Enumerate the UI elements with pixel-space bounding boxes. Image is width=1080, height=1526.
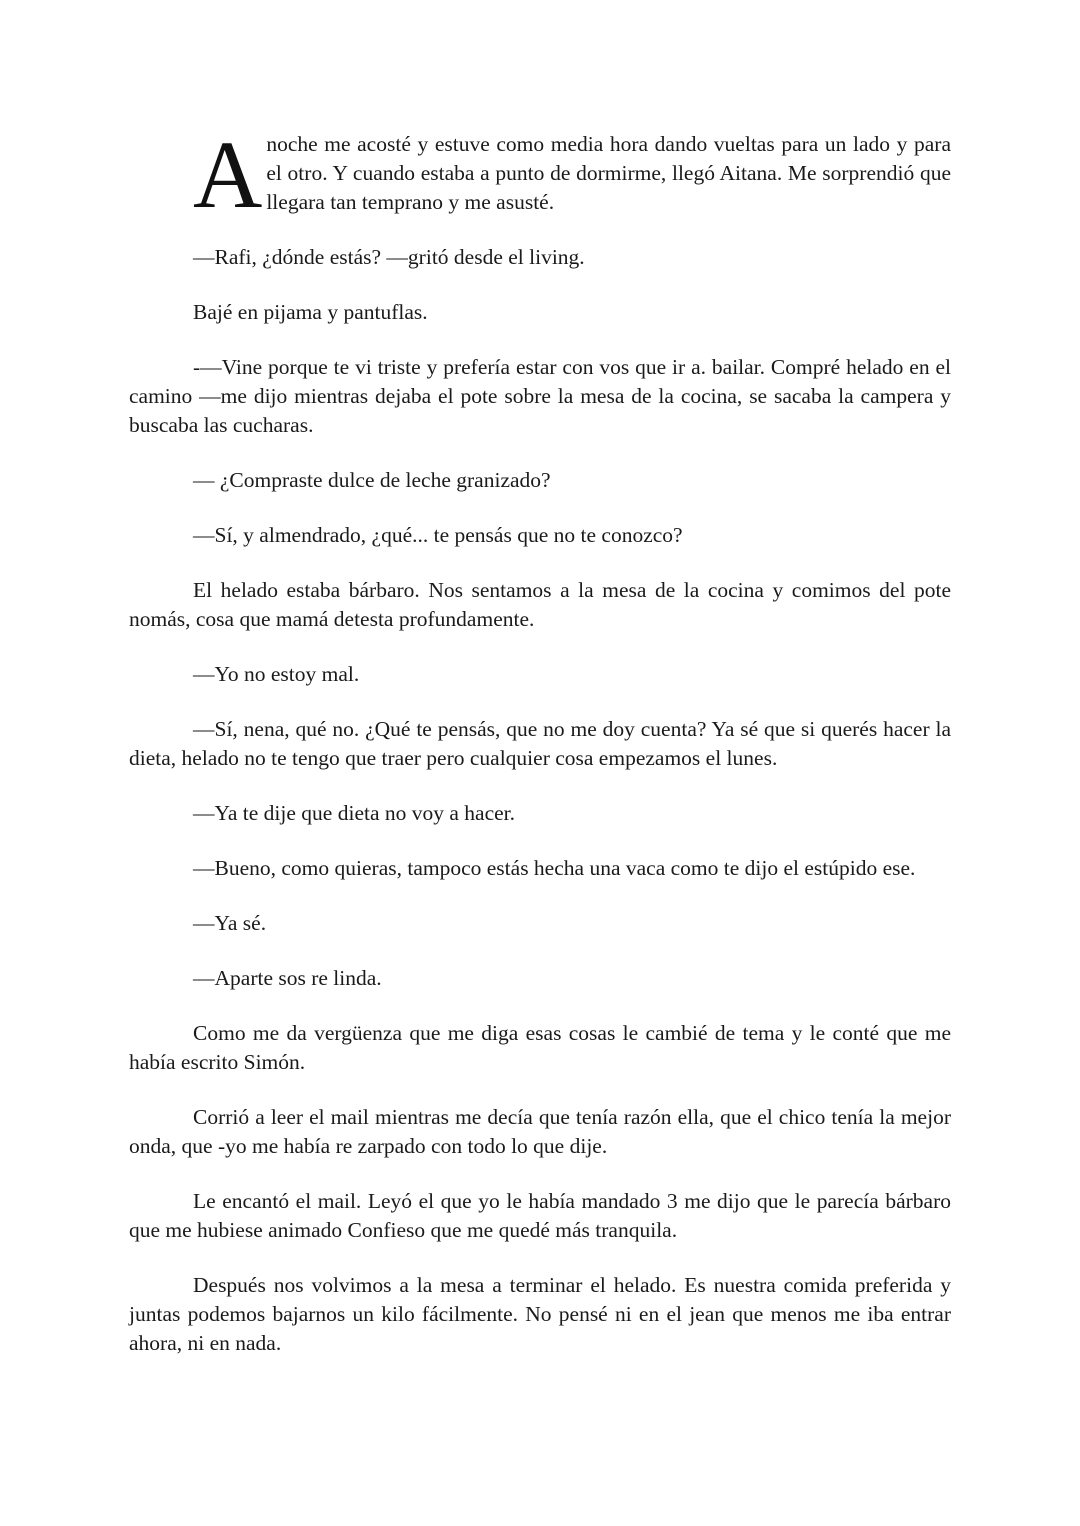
- paragraph: Después nos volvimos a la mesa a terminar el helado. Es nuestra comida preferida y juntas podemos bajarnos un kilo fácilmente. No pensé ni en el jean que menos me iba entrar ahora, ni en nada.: [129, 1273, 951, 1355]
- paragraph: —Sí, nena, qué no. ¿Qué te pensás, que no me doy cuenta? Ya sé que si querés hacer la dieta, helado no te tengo que traer pero cualquier cosa empezamos el lunes.: [129, 717, 951, 770]
- paragraph: Le encantó el mail. Leyó el que yo le había mandado 3 me dijo que le parecía bárbaro que me hubiese animado Confieso que me quedé más tranquila.: [129, 1189, 951, 1242]
- document-page: [129, 121, 951, 1384]
- paragraph: —Yo no estoy mal.: [193, 662, 360, 686]
- paragraph: —Ya sé.: [193, 911, 267, 935]
- paragraph: -—Vine porque te vi triste y prefería estar con vos que ir a. bailar. Compré helado en el camino —me dijo mientras dejaba el pote sobre la mesa de la cocina, se sacaba la campera y buscaba las cucharas.: [129, 355, 951, 437]
- paragraph: —Sí, y almendrado, ¿qué... te pensás que no te conozco?: [193, 523, 683, 547]
- paragraph: El helado estaba bárbaro. Nos sentamos a la mesa de la cocina y comimos del pote nomás, cosa que mamá detesta profundamente.: [129, 578, 951, 631]
- paragraph: Corrió a leer el mail mientras me decía que tenía razón ella, que el chico tenía la mejor onda, que -yo me había re zarpado con todo lo que dije.: [129, 1105, 951, 1158]
- paragraph: —Aparte sos re linda.: [193, 966, 382, 990]
- paragraph: Como me da vergüenza que me diga esas cosas le cambié de tema y le conté que me había escrito Simón.: [129, 1021, 951, 1074]
- paragraph: Bajé en pijama y pantuflas.: [193, 300, 428, 324]
- paragraph: —Ya te dije que dieta no voy a hacer.: [193, 801, 516, 825]
- drop-cap-letter: A: [193, 121, 263, 228]
- paragraph: — ¿Compraste dulce de leche granizado?: [193, 468, 551, 492]
- opening-paragraph: [193, 121, 951, 228]
- opening-paragraph-text: noche me acosté y estuve como media hora dando vueltas para un lado y para el otro. Y cuando estaba a punto de dormirme, llegó Aitana. Me sorprendió que llegara tan temprano y me asusté.: [266, 132, 951, 214]
- paragraph: —Bueno, como quieras, tampoco estás hecha una vaca como te dijo el estúpido ese.: [193, 856, 916, 880]
- paragraph: —Rafi, ¿dónde estás? —gritó desde el living.: [193, 245, 585, 269]
